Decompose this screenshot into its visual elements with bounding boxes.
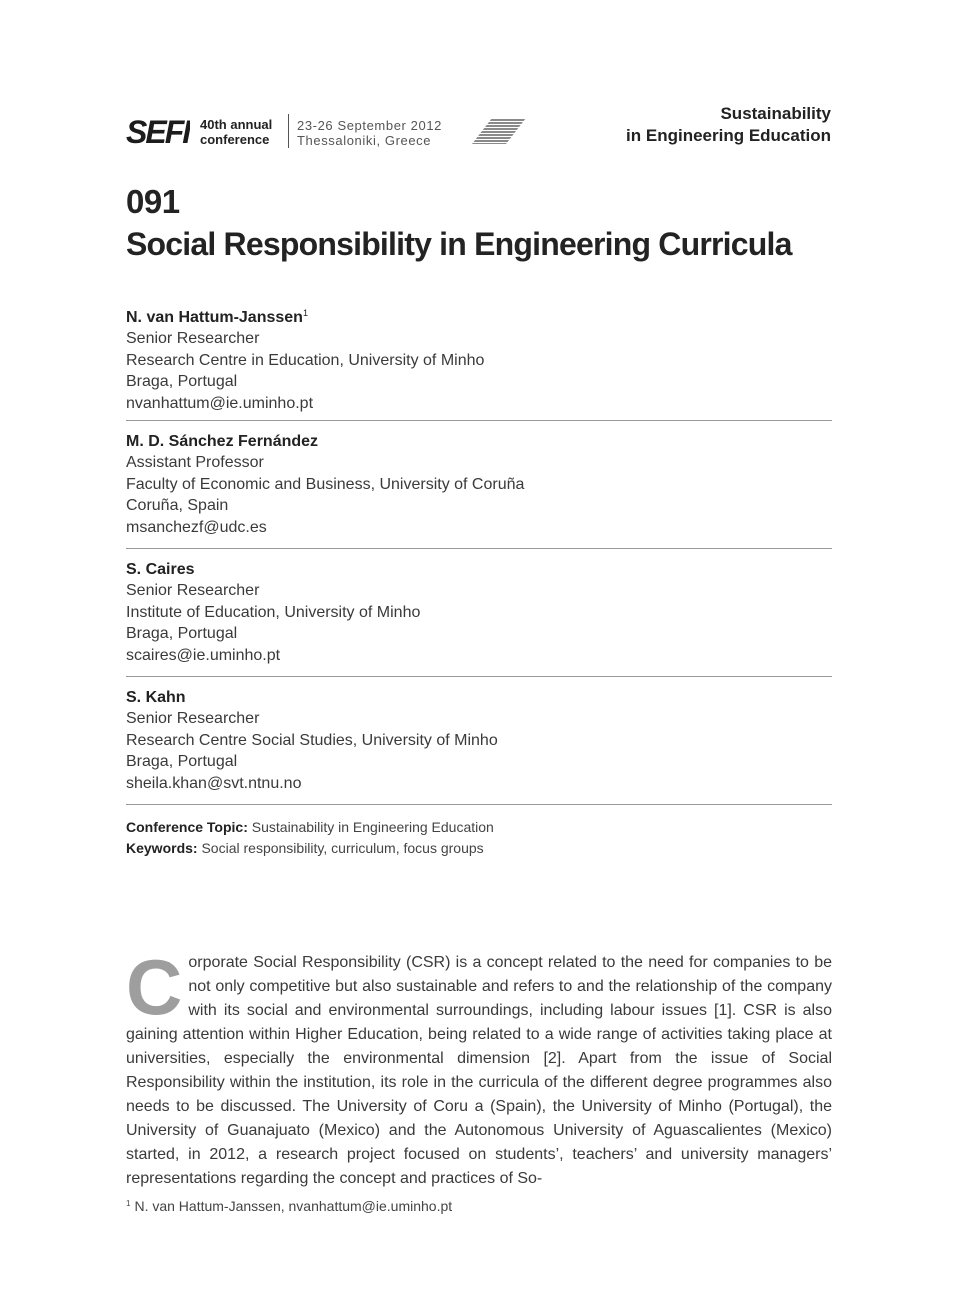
author-affiliation: Institute of Education, University of Minho [126,603,421,621]
author-location: Braga, Portugal [126,373,238,391]
paper-number: 091 [126,183,180,220]
conference-topic [126,817,494,838]
keywords-value: Social responsibility, curriculum, focus groups [201,840,484,856]
keywords [126,838,484,859]
conference-topic-label: Conference Topic: [126,819,248,835]
conference-line-2: conference [200,132,270,147]
author-affiliation: Faculty of Economic and Business, University of Coruña [126,475,525,493]
author-location: Braga, Portugal [126,625,238,643]
conference-location: Thessaloniki, Greece [297,133,432,148]
author-name: M. D. Sánchez Fernández [126,433,319,450]
author-email: msanchezf@udc.es [126,518,267,536]
conference-topic-value: Sustainability in Engineering Education [251,819,494,835]
author-block [126,687,832,794]
series-title-line-2: in Engineering Education [626,126,831,145]
author-location: Braga, Portugal [126,753,238,771]
drop-cap: C [126,943,183,1031]
author-name: S. Caires [126,561,195,578]
author-divider [126,420,832,421]
conference-line-1: 40th annual [200,117,273,132]
author-role: Senior Researcher [126,582,260,600]
author-email: nvanhattum@ie.uminho.pt [126,394,314,412]
author-divider [126,548,832,549]
conference-edition [200,117,272,147]
keywords-label: Keywords: [126,840,198,856]
author-divider [126,676,832,677]
conference-date: 23-26 September 2012 [297,118,442,133]
author-block [126,431,832,538]
series-title-line-1: Sustainability [720,104,831,123]
author-email: scaires@ie.uminho.pt [126,646,281,664]
footnote [126,1195,452,1215]
author-role: Senior Researcher [126,330,260,348]
author-role: Senior Researcher [126,710,260,728]
conference-date-location [297,118,442,148]
author-name: N. van Hattum-Janssen$^1$ [126,308,308,326]
author-name: S. Kahn [126,689,186,706]
author-block [126,559,832,666]
author-divider [126,804,832,805]
series-title [626,103,831,147]
footnote-number: 1 [126,1199,131,1208]
footnote-text: N. van Hattum-Janssen, nvanhattum@ie.uminho.pt [134,1198,453,1214]
body-paragraph [126,943,832,1191]
author-location: Coruña, Spain [126,497,229,515]
body-text: orporate Social Responsibility (CSR) is a concept related to the need for companies to be not only competitive but also sustainable and refers to and the relationship of the company with its social and environmental surroundings, including labour issues [1]. CSR is also gaining attention within Higher Education, being related to a wide range of activities taking place at universities, especially the environmental dimension [2]. Apart from the issue of Social Responsibility within the institution, its role in the curricula of the different degree programmes also needs to be discussed. The University of Coru a (Spain), the University of Minho (Portugal), the University of Guanajuato (Mexico) and the Autonomous University of Aguascalientes (Mexico) started, in 2012, a research project focused on students’, teachers’ and university managers’ representations regarding the concept and practices of So- [126,954,832,1187]
footnote-mark: 1 [302,308,308,318]
decorative-stripes-icon [470,116,528,146]
paper-title: Social Responsibility in Engineering Curricula [126,226,792,262]
author-affiliation: Research Centre in Education, University of Minho [126,351,485,369]
header-divider [288,114,289,148]
author-block [126,303,832,414]
sefi-logo [126,116,190,148]
author-affiliation: Research Centre Social Studies, University of Minho [126,731,498,749]
author-email: sheila.khan@svt.ntnu.no [126,774,302,792]
sefi-logo-text: SEFI [126,116,190,148]
author-role: Assistant Professor [126,454,264,472]
